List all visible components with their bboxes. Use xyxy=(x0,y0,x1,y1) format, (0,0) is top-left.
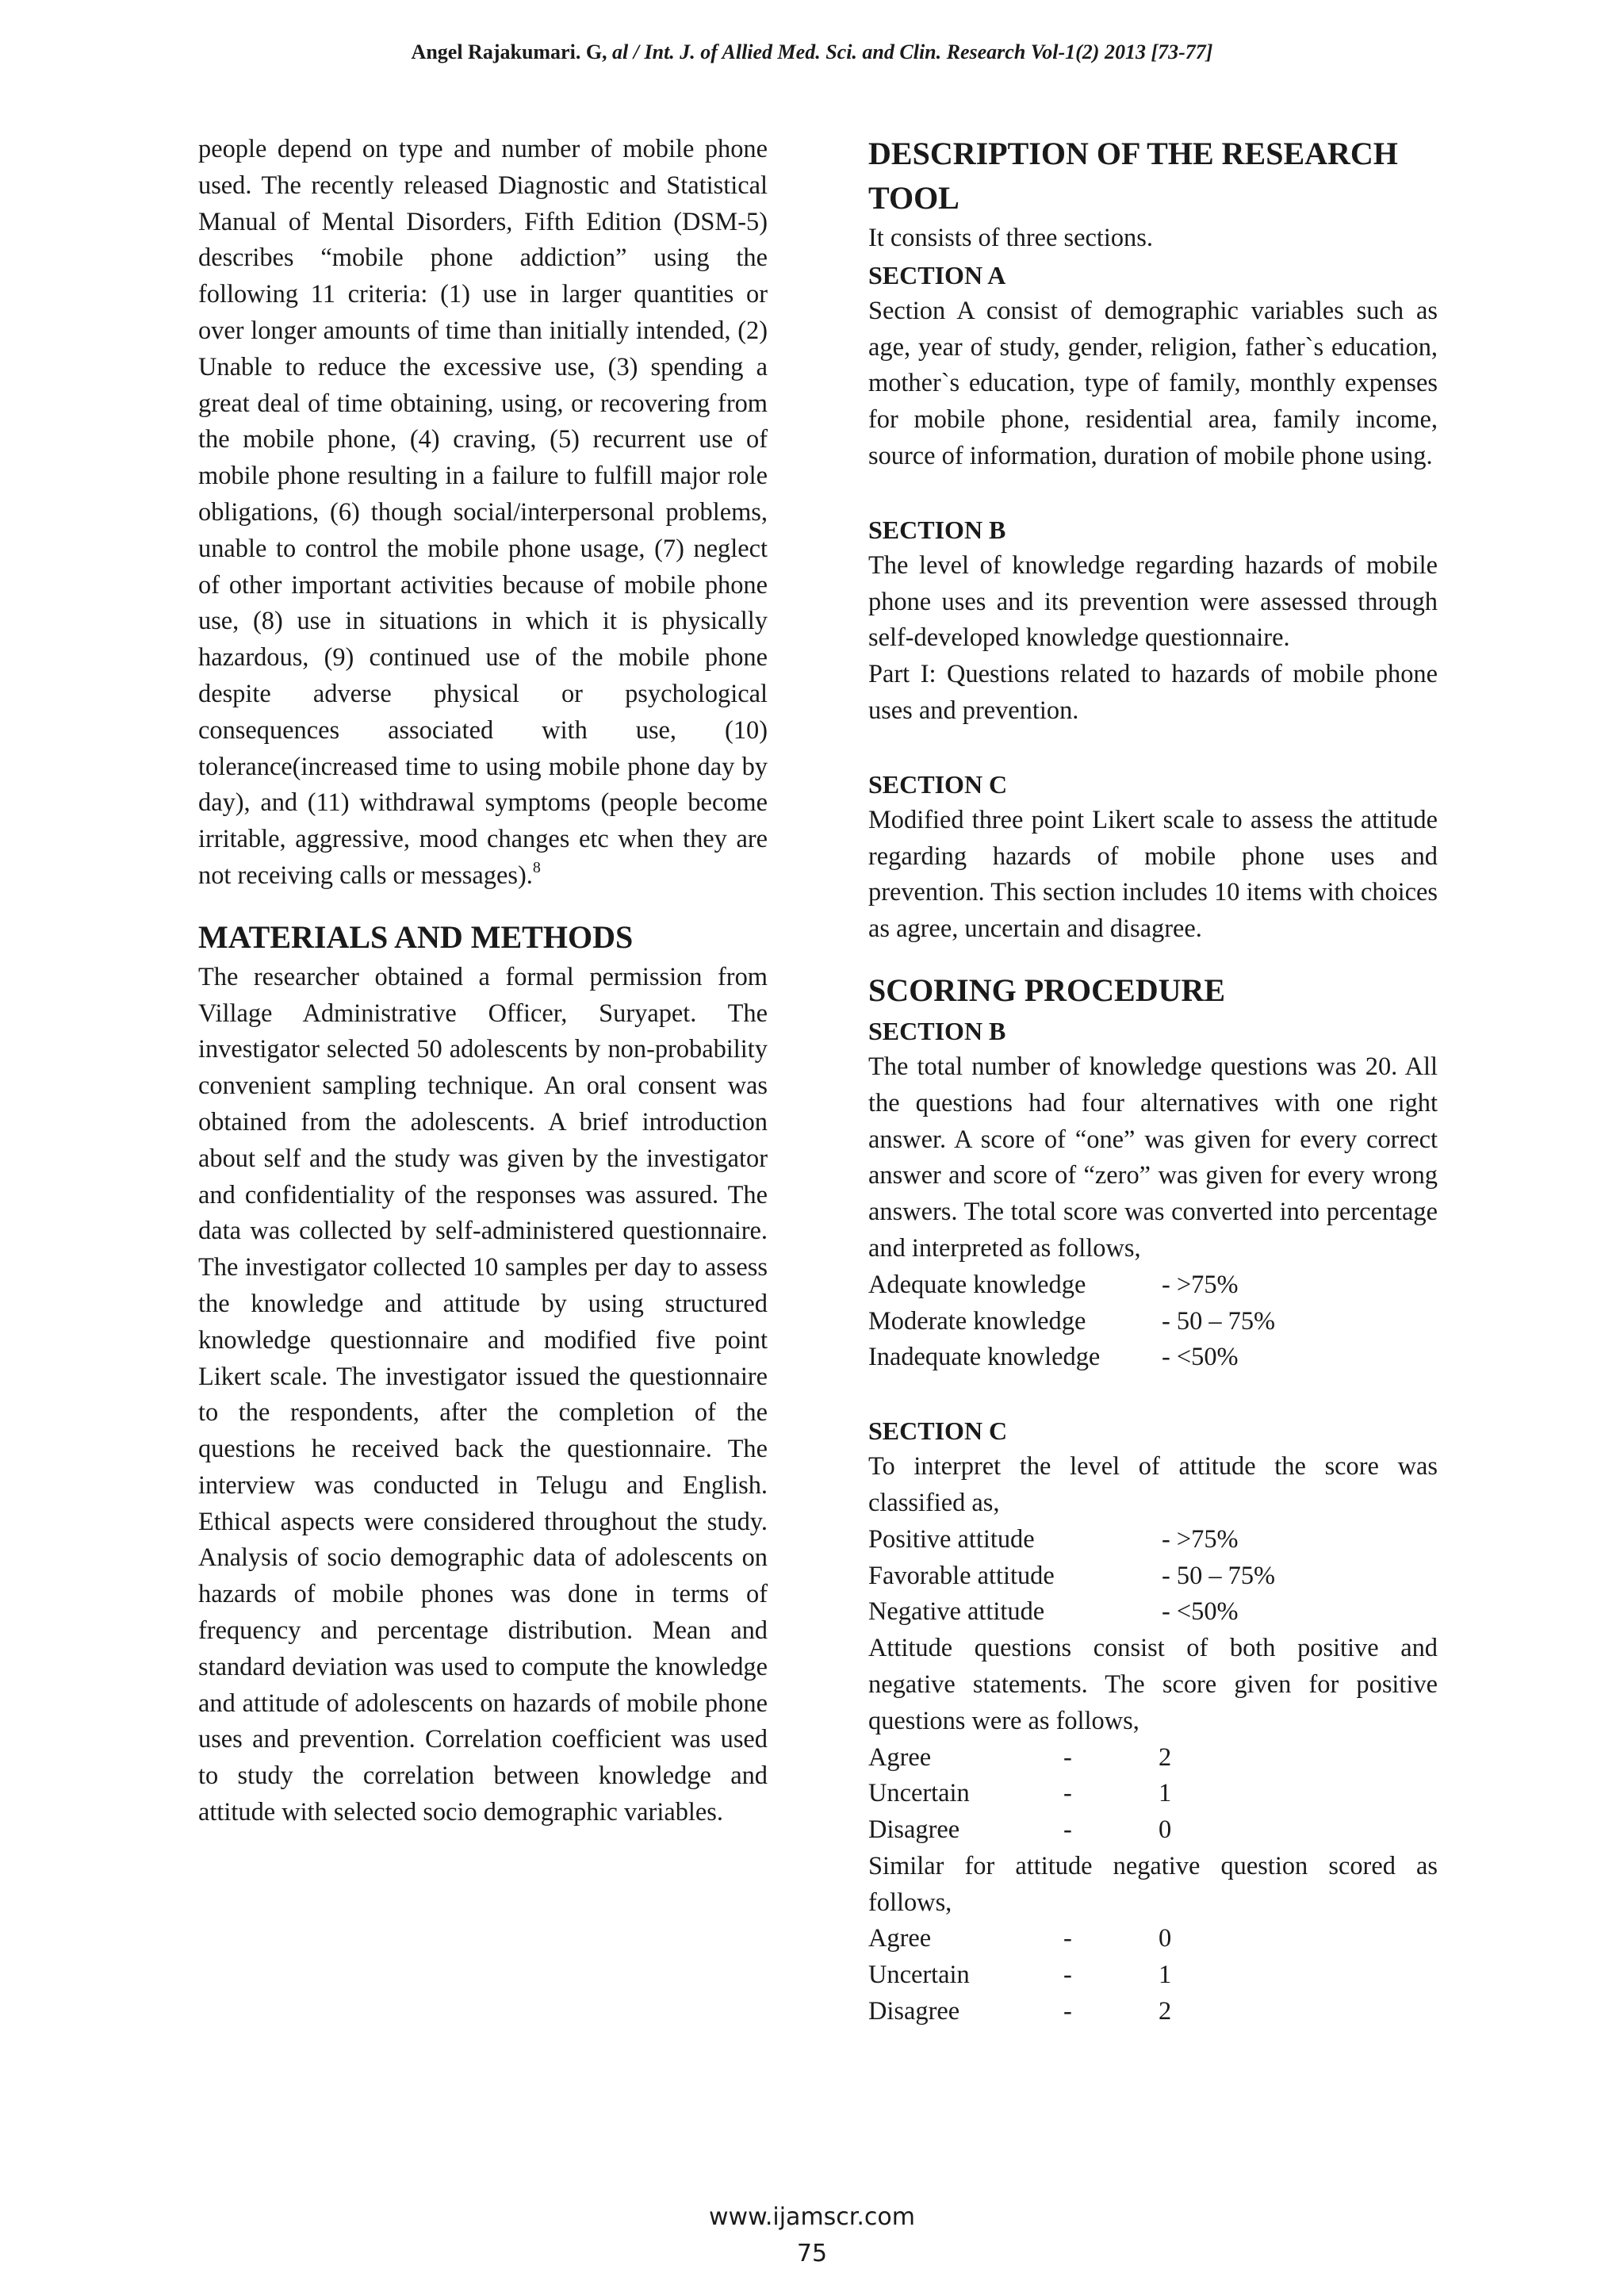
score-label: Uncertain xyxy=(868,1779,970,1808)
attitude-level-label: Positive attitude xyxy=(868,1524,1035,1554)
knowledge-level-range: - <50% xyxy=(1162,1343,1239,1372)
positive-score-row xyxy=(868,1776,1438,1812)
knowledge-level-row xyxy=(868,1267,1438,1304)
page-number: 75 xyxy=(796,2240,828,2267)
score-value: 2 xyxy=(1159,1742,1172,1772)
knowledge-level-row xyxy=(868,1340,1438,1376)
attitude-level-range: - <50% xyxy=(1162,1597,1239,1627)
attitude-level-range: - >75% xyxy=(1162,1524,1239,1554)
intro-paragraph xyxy=(198,132,768,895)
scoring-section-b-heading: SECTION B xyxy=(868,1016,1006,1045)
attitude-level-row xyxy=(868,1594,1438,1631)
negative-scoring-text: Similar for attitude negative question scored as follows, xyxy=(868,1851,1438,1917)
section-b-part: Part I: Questions related to hazards of mobile phone uses and prevention. xyxy=(868,660,1438,725)
knowledge-level-range: - >75% xyxy=(1162,1270,1239,1299)
score-value: 1 xyxy=(1159,1961,1172,1990)
score-label: Agree xyxy=(868,1742,932,1772)
footer-url: www.ijamscr.com xyxy=(709,2203,915,2231)
scoring-section-c-heading: SECTION C xyxy=(868,1416,1008,1446)
score-dash: - xyxy=(1063,1815,1072,1845)
scoring-section-c-text: To interpret the level of attitude the score was classified as, xyxy=(868,1452,1438,1517)
score-dash: - xyxy=(1063,1924,1072,1953)
knowledge-level-label: Adequate knowledge xyxy=(868,1270,1086,1299)
running-header xyxy=(0,36,1624,68)
positive-score-row xyxy=(868,1740,1438,1777)
score-dash: - xyxy=(1063,1742,1072,1772)
score-dash: - xyxy=(1063,1961,1072,1990)
score-label: Uncertain xyxy=(868,1961,970,1990)
header-author: Angel Rajakumari. G, xyxy=(411,40,613,63)
knowledge-level-row xyxy=(868,1304,1438,1340)
section-c-heading: SECTION C xyxy=(868,769,1008,799)
section-b-heading: SECTION B xyxy=(868,515,1006,544)
attitude-level-label: Negative attitude xyxy=(868,1597,1045,1627)
right-column xyxy=(868,132,1438,2030)
score-value: 0 xyxy=(1159,1924,1172,1953)
section-b-text: The level of knowledge regarding hazards of mobile phone uses and its prevention were assessed through self-developed knowledge questionnaire. xyxy=(868,550,1438,653)
knowledge-level-range: - 50 – 75% xyxy=(1162,1306,1276,1336)
attitude-level-range: - 50 – 75% xyxy=(1162,1561,1276,1590)
negative-score-row xyxy=(868,1994,1438,2030)
reference-8: 8 xyxy=(532,858,541,876)
header-journal: / Int. J. of Allied Med. Sci. and Clin. Research Vol-1(2) 2013 [73-77] xyxy=(628,40,1213,63)
header-et-al: al xyxy=(612,40,629,63)
section-a-text: Section A consist of demographic variables such as age, year of study, gender, religion, father`s education, mother`s education, type of family, monthly expenses for mobile phone, residential area, family income, source of information, duration of mobile phone using. xyxy=(868,296,1438,470)
knowledge-level-label: Moderate knowledge xyxy=(868,1306,1086,1336)
score-dash: - xyxy=(1063,1997,1072,2026)
section-c-text: Modified three point Likert scale to assess the attitude regarding hazards of mobile phone uses and prevention. This section includes 10 items with choices as agree, uncertain and disagree. xyxy=(868,805,1438,944)
score-value: 2 xyxy=(1159,1997,1172,2026)
positive-score-row xyxy=(868,1812,1438,1849)
attitude-level-label: Favorable attitude xyxy=(868,1561,1055,1590)
score-label: Agree xyxy=(868,1924,932,1953)
score-label: Disagree xyxy=(868,1815,960,1845)
negative-score-row xyxy=(868,1921,1438,1957)
score-label: Disagree xyxy=(868,1997,960,2026)
attitude-level-row xyxy=(868,1558,1438,1595)
positive-scoring-text: Attitude questions consist of both positive and negative statements. The score given for positive questions were as follows, xyxy=(868,1634,1438,1735)
negative-score-row xyxy=(868,1957,1438,1994)
score-dash: - xyxy=(1063,1779,1072,1808)
left-column xyxy=(198,132,768,1831)
research-tool-heading: DESCRIPTION OF THE RESEARCH TOOL xyxy=(868,136,1398,216)
intro-text: people depend on type and number of mobile phone used. The recently released Diagnostic and Statistical Manual of Mental Disorders, Fifth Edition (DSM-5) describes “mobile phone addiction” using the following 11 criteria: (1) use in larger quantities or over longer amounts of time than initially intended, (2) Unable to reduce the excessive use, (3) spending a great deal of time obtaining, using, or recovering from the mobile phone, (4) craving, (5) recurrent use of mobile phone resulting in a failure to fulfill major role obligations, (6) though social/interpersonal problems, unable to control the mobile phone usage, (7) neglect of other important activities because of mobile phone use, (8) use in situations in which it is physically hazardous, (9) continued use of the mobile phone despite adverse physical or psychological consequences associated with use, (10) tolerance(increased time to using mobile phone day by day), and (11) withdrawal symptoms (people become irritable, aggressive, mood changes etc when they are not receiving calls or messages). xyxy=(198,135,768,890)
section-a-heading: SECTION A xyxy=(868,260,1006,289)
score-value: 1 xyxy=(1159,1779,1172,1808)
scoring-section-b-text: The total number of knowledge questions was 20. All the questions had four alternatives with one right answer. A score of “one” was given for every correct answer and score of “zero” was given for every wrong answers. The total score was converted into percentage and interpreted as follows, xyxy=(868,1052,1438,1263)
tool-intro: It consists of three sections. xyxy=(868,224,1153,252)
methods-paragraph: The researcher obtained a formal permission from Village Administrative Officer, Suryapet. The investigator selected 50 adolescents by non-probability convenient sampling technique. An oral consent was obtained from the adolescents. A brief introduction about self and the study was given by the investigator and confidentiality of the responses was assured. The data was collected by self-administered questionnaire. The investigator collected 10 samples per day to assess the knowledge and attitude by using structured knowledge questionnaire and modified five point Likert scale. The investigator issued the questionnaire to the respondents, after the completion of the questions he received back the questionnaire. The interview was conducted in Telugu and English. Ethical aspects were considered throughout the study. Analysis of socio demographic data of adolescents on hazards of mobile phones was done in terms of frequency and percentage distribution. Mean and standard deviation was used to compute the knowledge and attitude of adolescents on hazards of mobile phone uses and prevention. Correlation coefficient was used to study the correlation between knowledge and attitude with selected socio demographic variables. xyxy=(198,962,768,1827)
knowledge-level-label: Inadequate knowledge xyxy=(868,1343,1101,1372)
attitude-level-row xyxy=(868,1522,1438,1558)
materials-methods-heading: MATERIALS AND METHODS xyxy=(198,918,634,955)
scoring-procedure-heading: SCORING PROCEDURE xyxy=(868,972,1226,1008)
score-value: 0 xyxy=(1159,1815,1172,1845)
